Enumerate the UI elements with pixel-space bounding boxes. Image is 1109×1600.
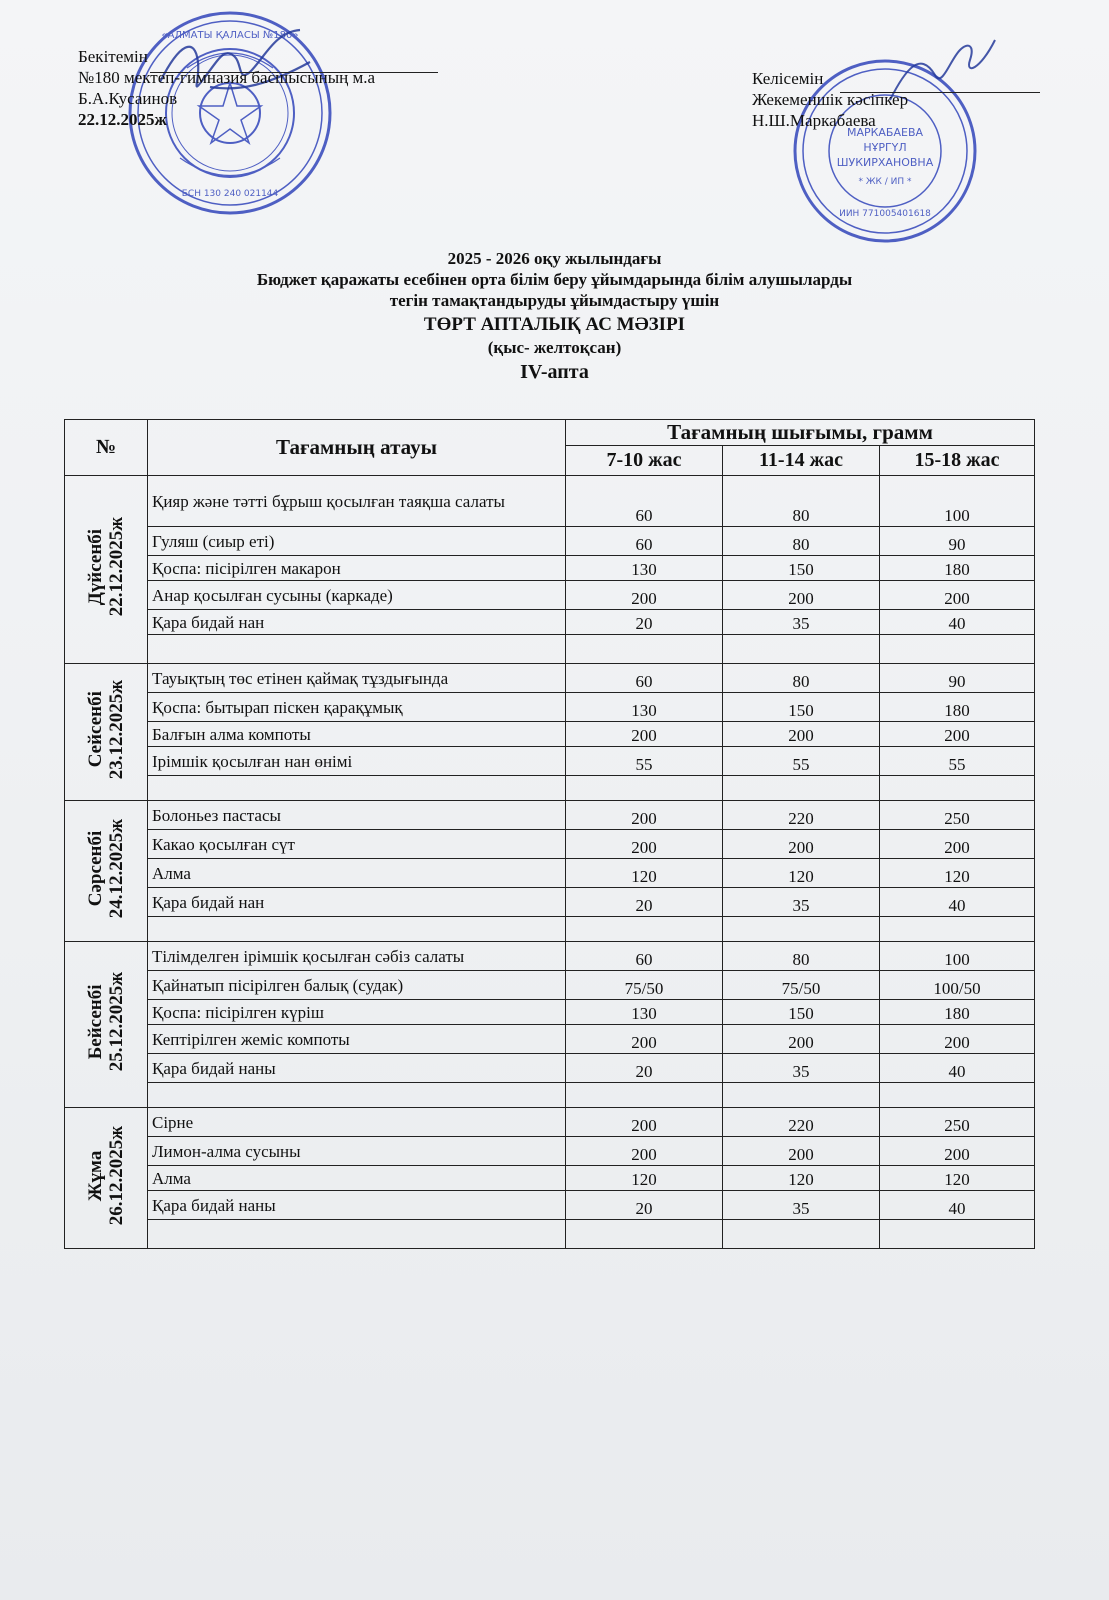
day-label <box>85 819 127 918</box>
yield-value-cell: 35 <box>723 1054 880 1083</box>
table-row <box>65 859 1035 888</box>
yield-value-cell: 120 <box>723 859 880 888</box>
table-row-empty <box>65 1083 1035 1108</box>
yield-value-cell: 100/50 <box>880 971 1035 1000</box>
day-name: Дүйсенбі <box>85 528 106 606</box>
yield-value-cell <box>566 1220 723 1249</box>
yield-value-cell: 75/50 <box>723 971 880 1000</box>
dish-name-cell: Анар қосылған сусыны (каркаде) <box>148 581 566 610</box>
yield-value-cell: 60 <box>566 664 723 693</box>
yield-value-cell: 20 <box>566 610 723 635</box>
yield-value-cell: 200 <box>566 1108 723 1137</box>
yield-value-cell: 20 <box>566 888 723 917</box>
yield-value-cell: 40 <box>880 888 1035 917</box>
yield-value-cell: 150 <box>723 1000 880 1025</box>
approval-person: Б.А.Кусаинов <box>78 89 178 108</box>
table-row-empty <box>65 635 1035 664</box>
yield-value-cell: 130 <box>566 1000 723 1025</box>
yield-value-cell: 90 <box>880 664 1035 693</box>
day-date: 25.12.2025ж <box>106 972 127 1072</box>
yield-value-cell <box>566 776 723 801</box>
age-group-header: 11-14 жас <box>723 446 880 476</box>
table-row-empty <box>65 1220 1035 1249</box>
agreement-block <box>752 68 908 131</box>
yield-value-cell <box>723 1220 880 1249</box>
svg-text:БСН 130 240 021144: БСН 130 240 021144 <box>181 189 279 199</box>
dish-name-cell: Сірне <box>148 1108 566 1137</box>
yield-value-cell: 35 <box>723 610 880 635</box>
dish-name-cell: Гуляш (сиыр еті) <box>148 527 566 556</box>
yield-value-cell: 90 <box>880 527 1035 556</box>
document-title <box>0 248 1109 385</box>
dish-name-cell: Қоспа: пісірілген макарон <box>148 556 566 581</box>
yield-value-cell: 200 <box>566 830 723 859</box>
age-group-header: 15-18 жас <box>880 446 1035 476</box>
yield-value-cell: 55 <box>566 747 723 776</box>
table-row <box>65 971 1035 1000</box>
yield-value-cell: 200 <box>880 1137 1035 1166</box>
table-row <box>65 1191 1035 1220</box>
day-name: Сәрсенбі <box>85 830 106 907</box>
yield-value-cell: 35 <box>723 888 880 917</box>
yield-value-cell: 130 <box>566 693 723 722</box>
yield-value-cell: 80 <box>723 942 880 971</box>
yield-value-cell: 220 <box>723 801 880 830</box>
yield-value-cell: 200 <box>880 830 1035 859</box>
dish-name-cell: Алма <box>148 1166 566 1191</box>
dish-name-cell: Қара бидай наны <box>148 1054 566 1083</box>
svg-text:* ЖК / ИП *: * ЖК / ИП * <box>858 177 912 187</box>
title-purpose: Бюджет қаражаты есебінен орта білім беру ұйымдарында білім алушыларды <box>256 270 853 289</box>
dish-name-cell: Алма <box>148 859 566 888</box>
day-label <box>85 972 127 1071</box>
yield-value-cell: 200 <box>880 581 1035 610</box>
yield-value-cell: 200 <box>566 1137 723 1166</box>
svg-text:МАРКАБАЕВА: МАРКАБАЕВА <box>846 126 924 139</box>
yield-value-cell: 220 <box>723 1108 880 1137</box>
yield-value-cell <box>880 635 1035 664</box>
title-menu-name: ТӨРТ АПТАЛЫҚ АС МӘЗІРІ <box>423 314 686 335</box>
table-row-empty <box>65 917 1035 942</box>
title-week: IV-апта <box>520 361 589 383</box>
yield-value-cell <box>880 1220 1035 1249</box>
yield-value-cell: 20 <box>566 1191 723 1220</box>
yield-value-cell: 120 <box>723 1166 880 1191</box>
table-row <box>65 581 1035 610</box>
yield-value-cell: 250 <box>880 801 1035 830</box>
dish-name-cell: Қоспа: пісірілген күріш <box>148 1000 566 1025</box>
table-row-empty <box>65 776 1035 801</box>
yield-value-cell: 200 <box>723 830 880 859</box>
dish-name-cell: Тілімделген ірімшік қосылған сәбіз салаты <box>148 942 566 971</box>
table-row <box>65 664 1035 693</box>
day-cell <box>65 942 148 1108</box>
yield-value-cell: 60 <box>566 476 723 527</box>
dish-name-cell: Тауықтың төс етінен қаймақ тұздығында <box>148 664 566 693</box>
agreement-person: Н.Ш.Маркабаева <box>752 111 876 130</box>
day-date: 23.12.2025ж <box>106 679 127 780</box>
title-year: 2025 - 2026 оқу жылындағы <box>447 249 662 268</box>
table-row <box>65 476 1035 527</box>
yield-value-cell <box>880 917 1035 942</box>
table-row <box>65 556 1035 581</box>
dish-name-cell: Какао қосылған сүт <box>148 830 566 859</box>
table-row <box>65 830 1035 859</box>
yield-value-cell: 180 <box>880 1000 1035 1025</box>
yield-value-cell: 200 <box>880 1025 1035 1054</box>
yield-value-cell: 100 <box>880 942 1035 971</box>
table-row <box>65 1054 1035 1083</box>
yield-value-cell: 150 <box>723 693 880 722</box>
approval-position: №180 мектеп-гимназия басшысының м.а <box>78 68 376 87</box>
dish-name-cell: Қияр және тәтті бұрыш қосылған таяқша салаты <box>148 476 566 527</box>
table-row <box>65 1000 1035 1025</box>
yield-value-cell <box>880 776 1035 801</box>
yield-value-cell: 200 <box>723 1025 880 1054</box>
dish-name-cell <box>148 1220 566 1249</box>
age-group-header: 7-10 жас <box>566 446 723 476</box>
table-row <box>65 693 1035 722</box>
day-date: 24.12.2025ж <box>106 818 127 919</box>
yield-value-cell: 120 <box>566 1166 723 1191</box>
yield-value-cell: 200 <box>566 801 723 830</box>
yield-value-cell: 200 <box>880 722 1035 747</box>
approval-block <box>78 46 375 130</box>
approval-date: 22.12.2025ж <box>78 110 167 129</box>
table-row <box>65 610 1035 635</box>
dish-name-cell <box>148 635 566 664</box>
table-row <box>65 888 1035 917</box>
dish-name-cell <box>148 1083 566 1108</box>
col-number-header: № <box>65 420 148 476</box>
dish-name-cell: Кептірілген жеміс компоты <box>148 1025 566 1054</box>
yield-value-cell: 40 <box>880 1054 1035 1083</box>
table-row <box>65 527 1035 556</box>
table-row <box>65 1166 1035 1191</box>
day-name: Жұма <box>85 1150 106 1201</box>
yield-value-cell: 35 <box>723 1191 880 1220</box>
yield-value-cell <box>566 635 723 664</box>
yield-value-cell: 40 <box>880 1191 1035 1220</box>
day-name: Сейсенбі <box>85 691 106 768</box>
yield-value-cell: 100 <box>880 476 1035 527</box>
yield-value-cell <box>723 776 880 801</box>
dish-name-cell: Балғын алма компоты <box>148 722 566 747</box>
day-label <box>85 1126 127 1225</box>
yield-value-cell: 200 <box>566 581 723 610</box>
agreement-label: Келісемін <box>752 69 824 88</box>
dish-name-cell: Қара бидай нан <box>148 888 566 917</box>
table-row <box>65 1025 1035 1054</box>
yield-value-cell <box>880 1083 1035 1108</box>
yield-value-cell: 180 <box>880 556 1035 581</box>
yield-value-cell: 55 <box>723 747 880 776</box>
dish-name-cell: Қоспа: бытырап піскен қарақұмық <box>148 693 566 722</box>
yield-value-cell: 120 <box>566 859 723 888</box>
yield-value-cell <box>566 1083 723 1108</box>
yield-value-cell <box>723 635 880 664</box>
yield-value-cell: 60 <box>566 942 723 971</box>
yield-value-cell: 20 <box>566 1054 723 1083</box>
yield-value-cell: 250 <box>880 1108 1035 1137</box>
yield-value-cell <box>723 1083 880 1108</box>
col-yield-header: Тағамның шығымы, грамм <box>566 420 1035 446</box>
day-cell <box>65 664 148 801</box>
table-row <box>65 722 1035 747</box>
dish-name-cell: Қара бидай наны <box>148 1191 566 1220</box>
yield-value-cell: 200 <box>566 722 723 747</box>
day-label <box>85 517 127 616</box>
col-dish-name-header: Тағамның атауы <box>148 420 566 476</box>
yield-value-cell: 75/50 <box>566 971 723 1000</box>
svg-text:ИИН 771005401618: ИИН 771005401618 <box>839 209 931 219</box>
yield-value-cell: 180 <box>880 693 1035 722</box>
table-row <box>65 801 1035 830</box>
day-cell <box>65 1108 148 1249</box>
day-name: Бейсенбі <box>85 984 106 1060</box>
yield-value-cell: 200 <box>723 722 880 747</box>
dish-name-cell: Болоньез пастасы <box>148 801 566 830</box>
yield-value-cell: 120 <box>880 1166 1035 1191</box>
dish-name-cell <box>148 776 566 801</box>
yield-value-cell: 200 <box>566 1025 723 1054</box>
table-row <box>65 942 1035 971</box>
yield-value-cell: 130 <box>566 556 723 581</box>
agreement-position: Жекеменшік кәсіпкер <box>752 90 909 109</box>
dish-name-cell <box>148 917 566 942</box>
table-row <box>65 1108 1035 1137</box>
day-date: 26.12.2025ж <box>106 1125 127 1226</box>
dish-name-cell: Қара бидай нан <box>148 610 566 635</box>
yield-value-cell: 40 <box>880 610 1035 635</box>
day-cell <box>65 801 148 942</box>
day-label <box>85 680 127 779</box>
title-purpose-cont: тегін тамақтандыруды ұйымдастыру үшін <box>389 291 720 310</box>
yield-value-cell <box>566 917 723 942</box>
table-row <box>65 747 1035 776</box>
svg-text:«АЛМАТЫ ҚАЛАСЫ №180»: «АЛМАТЫ ҚАЛАСЫ №180» <box>161 30 299 41</box>
day-cell <box>65 476 148 664</box>
day-date: 22.12.2025ж <box>106 517 127 617</box>
yield-value-cell: 60 <box>566 527 723 556</box>
yield-value-cell: 200 <box>723 1137 880 1166</box>
yield-value-cell: 80 <box>723 527 880 556</box>
yield-value-cell: 200 <box>723 581 880 610</box>
svg-text:ШУКИРХАНОВНА: ШУКИРХАНОВНА <box>836 156 934 169</box>
dish-name-cell: Лимон-алма сусыны <box>148 1137 566 1166</box>
dish-name-cell: Ірімшік қосылған нан өнімі <box>148 747 566 776</box>
title-season: (қыс- желтоқсан) <box>487 338 622 357</box>
table-row <box>65 1137 1035 1166</box>
yield-value-cell <box>723 917 880 942</box>
table-header-row <box>65 420 1035 446</box>
approval-label: Бекітемін <box>78 47 148 66</box>
dish-name-cell: Қайнатып пісірілген балық (судак) <box>148 971 566 1000</box>
yield-value-cell: 80 <box>723 476 880 527</box>
yield-value-cell: 150 <box>723 556 880 581</box>
yield-value-cell: 120 <box>880 859 1035 888</box>
yield-value-cell: 80 <box>723 664 880 693</box>
yield-value-cell: 55 <box>880 747 1035 776</box>
svg-text:НҰРГҮЛ: НҰРГҮЛ <box>863 141 907 154</box>
menu-table <box>64 419 1035 1249</box>
